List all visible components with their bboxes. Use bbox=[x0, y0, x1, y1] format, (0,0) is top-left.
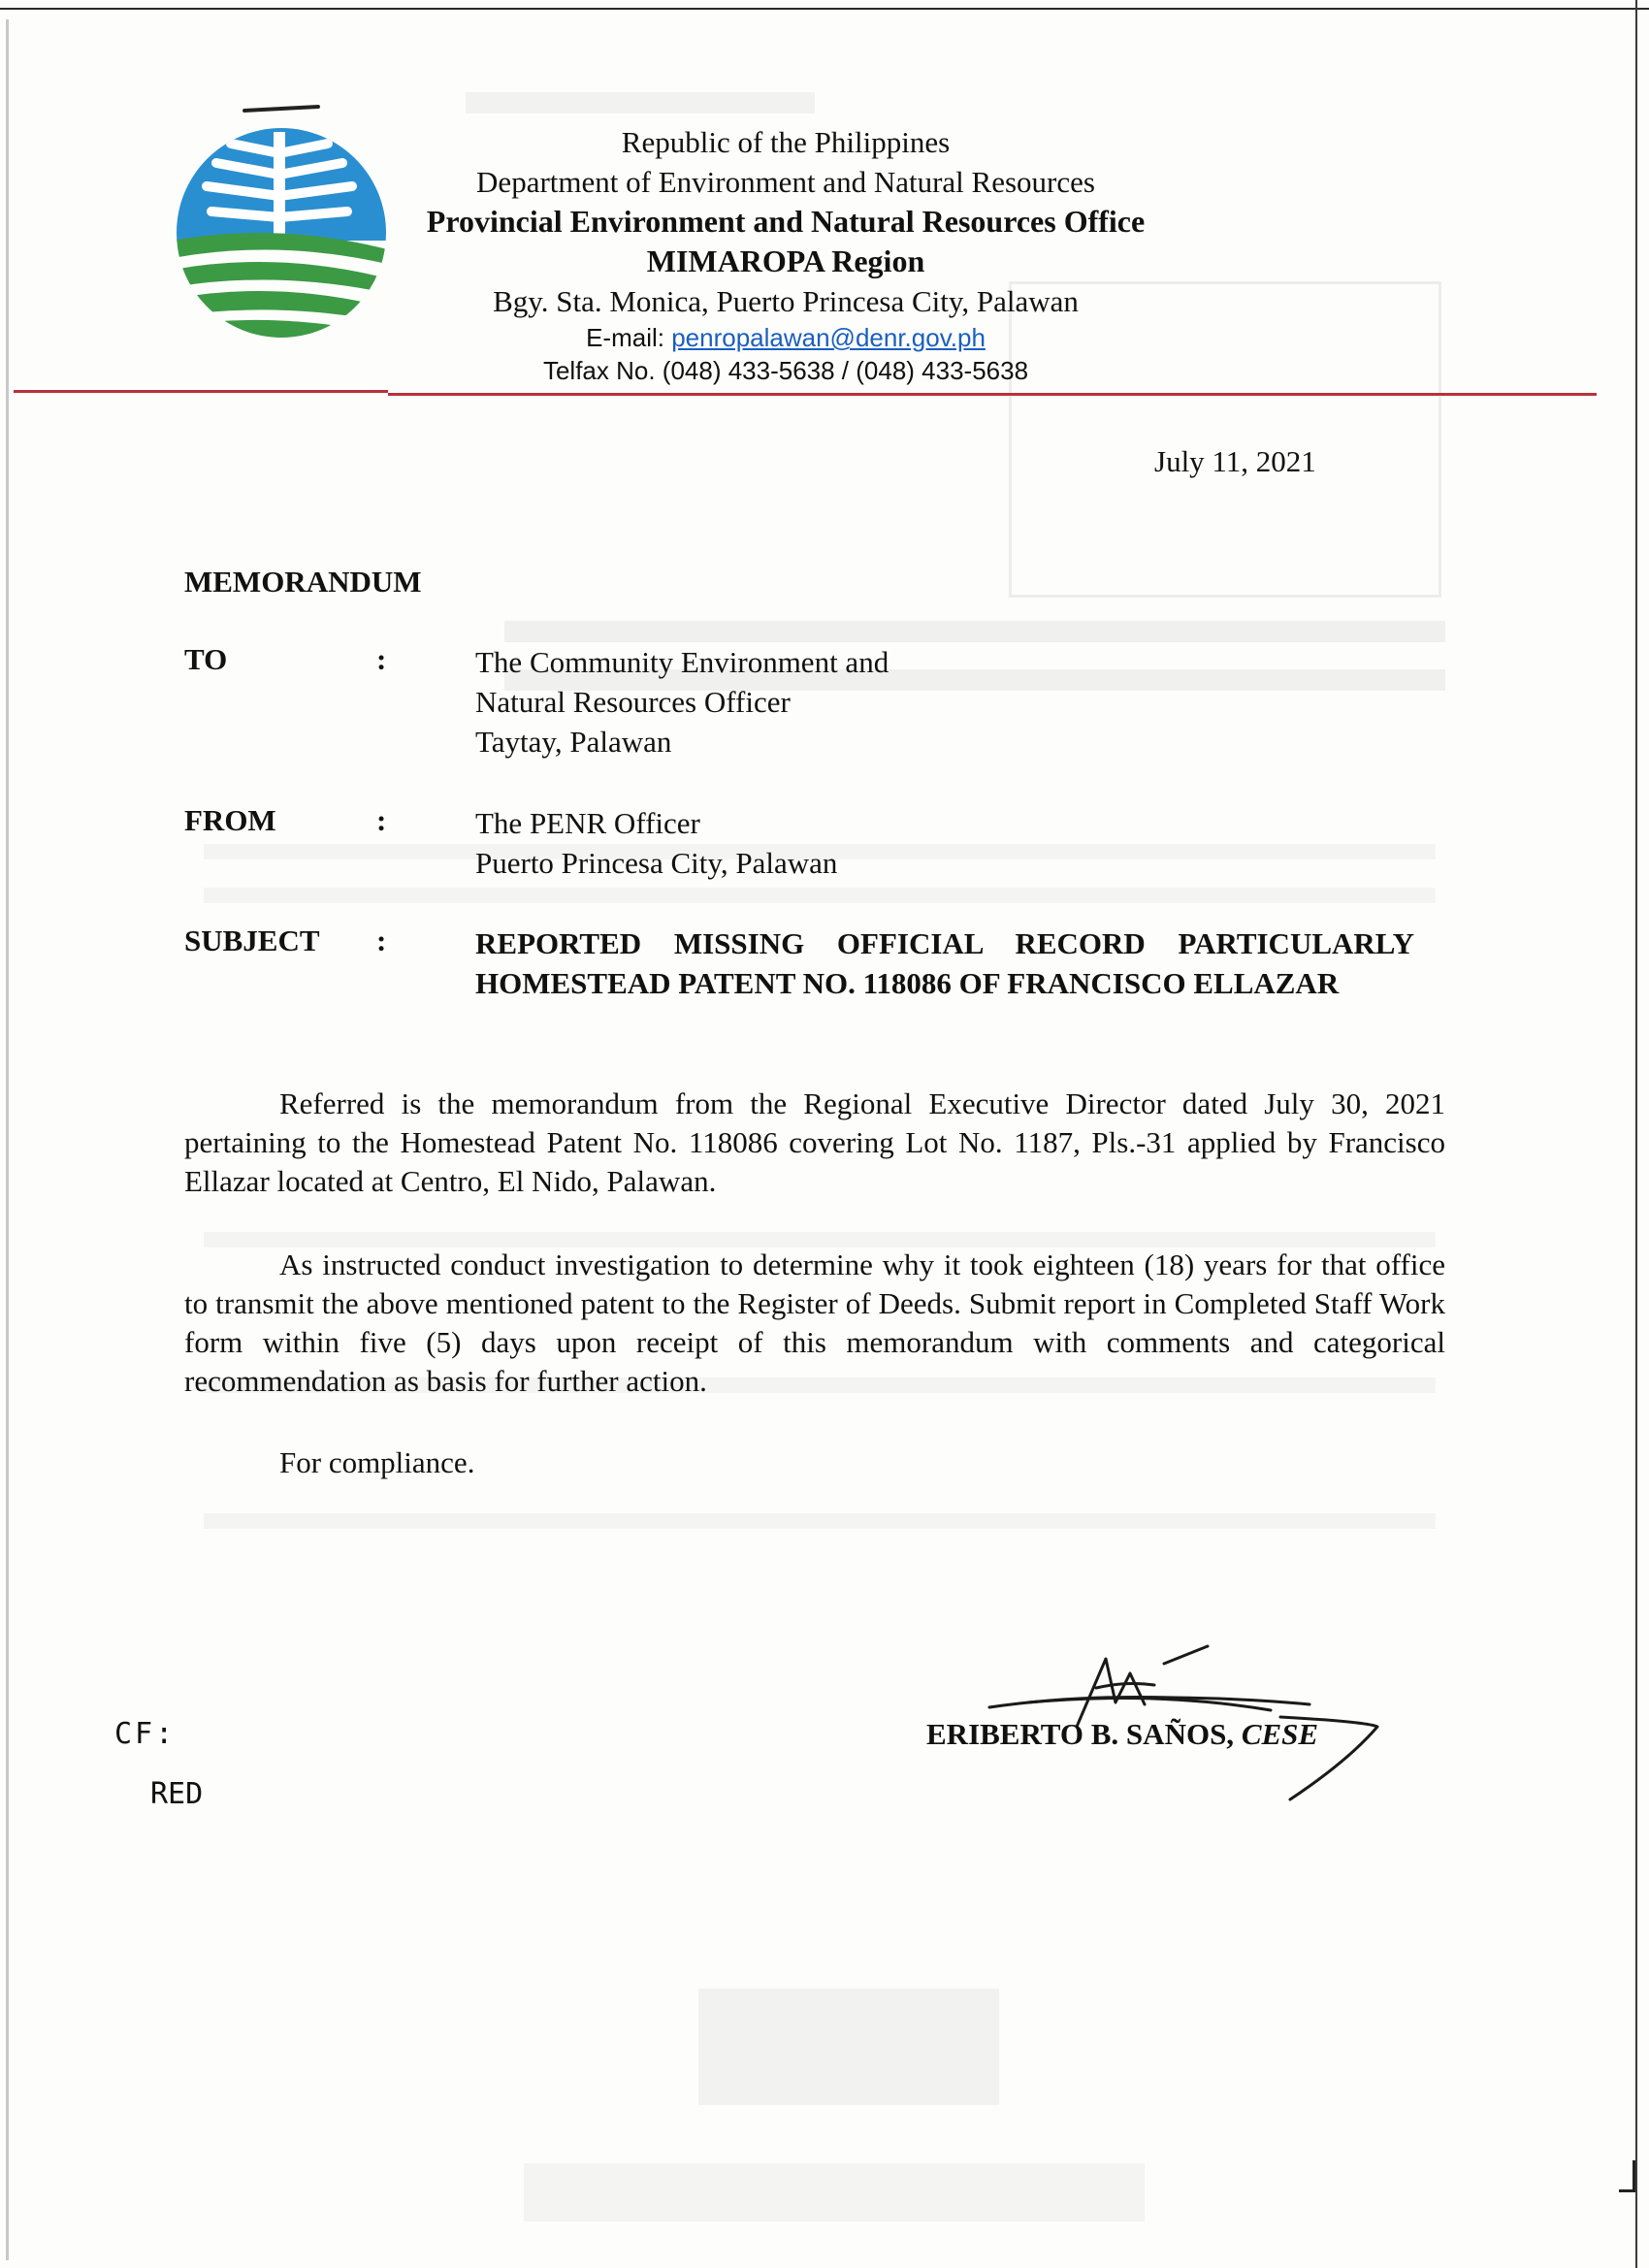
letterhead-email-line bbox=[349, 321, 1222, 354]
to-line-1: The Community Environment and bbox=[475, 645, 889, 679]
letterhead-department: Department of Environment and Natural Resources bbox=[476, 165, 1095, 199]
pen-mark bbox=[242, 105, 320, 113]
from-label: FROM bbox=[184, 803, 276, 837]
body-paragraph-2-text: As instructed conduct investigation to determine why it took eighteen (18) years for that office to transmit the above mentioned patent to the Register of Deeds. Submit report in Completed Staff Work form within five (5) days upon receipt of this memorandum with comments and categorical recommendation as basis for further action. bbox=[184, 1247, 1445, 1398]
email-link[interactable]: penropalawan@denr.gov.ph bbox=[671, 323, 986, 352]
body-paragraph-1 bbox=[184, 1085, 1445, 1201]
body-paragraph-2 bbox=[184, 1246, 1445, 1401]
subject-colon: : bbox=[376, 923, 387, 957]
from-line-1: The PENR Officer bbox=[475, 806, 700, 840]
corner-mark bbox=[1619, 2160, 1635, 2192]
memo-title: MEMORANDUM bbox=[184, 565, 422, 599]
signatory-name bbox=[926, 1717, 1318, 1752]
letterhead-region: MIMAROPA Region bbox=[646, 243, 925, 278]
letterhead-address: Bgy. Sta. Monica, Puerto Princesa City, Palawan bbox=[493, 284, 1079, 318]
subject-line-2: HOMESTEAD PATENT NO. 118086 OF FRANCISCO ELLAZAR bbox=[475, 966, 1340, 1000]
scan-edge-left bbox=[6, 19, 9, 2260]
handwritten-cf: CF: bbox=[114, 1717, 177, 1751]
signatory-title: CESE bbox=[1241, 1717, 1319, 1751]
from-colon: : bbox=[376, 803, 387, 837]
to-colon: : bbox=[376, 642, 387, 676]
subject-value bbox=[475, 923, 1445, 1003]
from-value bbox=[475, 803, 837, 883]
to-value bbox=[475, 642, 889, 761]
letterhead-republic: Republic of the Philippines bbox=[621, 125, 951, 159]
to-line-2: Natural Resources Officer bbox=[475, 685, 791, 719]
subject-label: SUBJECT bbox=[184, 923, 320, 957]
subject-line-1: REPORTED MISSING OFFICIAL RECORD PARTICULARLY bbox=[475, 926, 1414, 960]
to-label: TO bbox=[184, 642, 228, 676]
scan-edge-right bbox=[1635, 0, 1637, 2268]
closing-line: For compliance. bbox=[279, 1445, 475, 1479]
scan-edge-top bbox=[0, 8, 1649, 10]
letterhead-office: Provincial Environment and Natural Resources Office bbox=[426, 204, 1146, 239]
email-label: E-mail: bbox=[586, 323, 672, 352]
header-rule bbox=[388, 393, 1597, 396]
memo-date: July 11, 2021 bbox=[1154, 444, 1316, 478]
from-line-2: Puerto Princesa City, Palawan bbox=[475, 846, 838, 880]
letterhead bbox=[349, 122, 1222, 387]
signatory-name-text: ERIBERTO B. SAÑOS, bbox=[926, 1717, 1242, 1751]
to-line-3: Taytay, Palawan bbox=[475, 725, 672, 759]
handwritten-red: RED bbox=[150, 1777, 204, 1811]
letterhead-telfax: Telfax No. (048) 433-5638 / (048) 433-5638 bbox=[542, 356, 1029, 385]
body-paragraph-1-text: Referred is the memorandum from the Regional Executive Director dated July 30, 2021 pertaining to the Homestead Patent No. 118086 covering Lot No. 1187, Pls.-31 applied by Francisco Ellazar located at Centro, El Nido, Palawan. bbox=[184, 1086, 1445, 1198]
header-rule-left bbox=[14, 390, 388, 393]
